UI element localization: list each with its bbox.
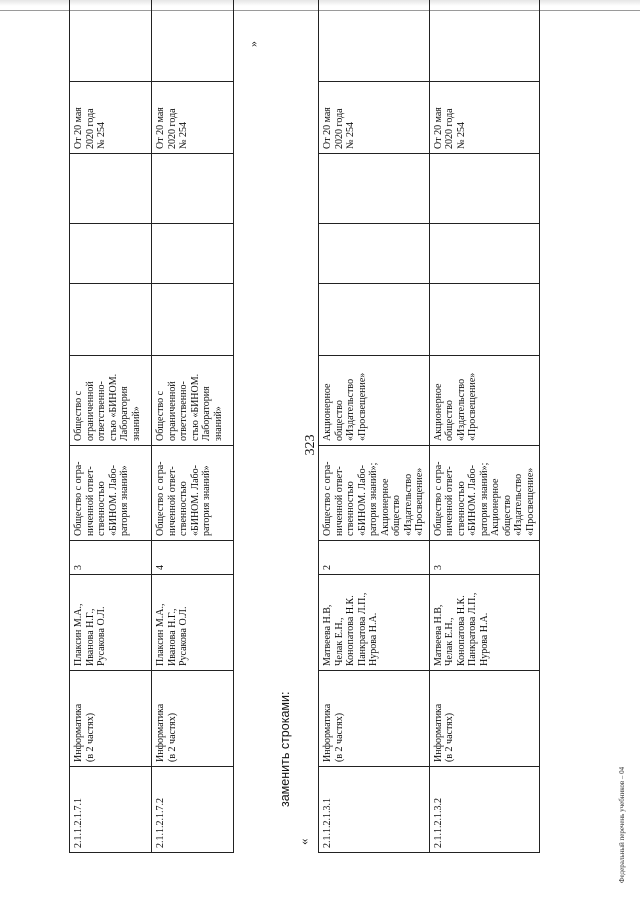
empty-cell [152, 284, 234, 356]
empty-cell [429, 154, 540, 224]
empty-cell [70, 154, 152, 224]
grade-cell: 3 [429, 541, 540, 575]
empty-cell [152, 154, 234, 224]
grade-cell: 3 [70, 541, 152, 575]
organization-cell: Акционерное общество «Издательство «Просвещение» [429, 356, 540, 446]
empty-cell [70, 224, 152, 284]
row-number-cell: 2.1.1.2.1.3.2 [429, 767, 540, 853]
table-row [429, 0, 540, 853]
empty-cell [429, 224, 540, 284]
page-number: 323 [303, 434, 318, 456]
order-date-cell: От 20 мая 2020 года № 254 [429, 82, 540, 154]
table-bottom [318, 0, 540, 853]
grade-cell: 2 [319, 541, 430, 575]
footer-text: Федеральный перечень учебников – 04 [618, 766, 626, 883]
empty-cell [429, 0, 540, 82]
publisher-cell: Общество с огра- ниченной ответ- ственностью «БИНОМ. Лабо- ратория знаний» [70, 446, 152, 541]
empty-cell [319, 154, 430, 224]
empty-cell [319, 0, 430, 82]
order-date-cell: От 20 мая 2020 года № 254 [70, 82, 152, 154]
publisher-cell: Общество с огра- ниченной ответ- ственностью «БИНОМ. Лабо- ратория знаний»; Акционерное общество «Издательство «Просвещение» [319, 446, 430, 541]
row-number-cell: 2.1.1.2.1.3.1 [319, 767, 430, 853]
subject-cell: Информатика (в 2 частях) [152, 671, 234, 767]
empty-cell [319, 284, 430, 356]
organization-cell: Общество с ограниченной ответственно- стью «БИНОМ. Лаборатория знаний» [152, 356, 234, 446]
table-row [152, 0, 234, 853]
row-number-cell: 2.1.1.2.1.7.1 [70, 767, 152, 853]
authors-cell: Плаксин М.А., Иванова Н.Г., Русакова О.Л. [152, 575, 234, 671]
subject-cell: Информатика (в 2 частях) [70, 671, 152, 767]
table-top [69, 0, 234, 853]
table-row [70, 0, 152, 853]
empty-cell [429, 284, 540, 356]
order-date-cell: От 20 мая 2020 года № 254 [152, 82, 234, 154]
subject-cell: Информатика (в 2 частях) [429, 671, 540, 767]
empty-cell [70, 284, 152, 356]
opening-quote: « [296, 838, 311, 845]
authors-cell: Матвеева Н.В, Челак Е.Н., Конопатова Н.К. Панкратова Л.П., Нурова Н.А. [429, 575, 540, 671]
replace-label: заменить строками: [278, 691, 292, 807]
empty-cell [70, 0, 152, 82]
empty-cell [152, 0, 234, 82]
subject-cell: Информатика (в 2 частях) [319, 671, 430, 767]
organization-cell: Общество с ограниченной ответственно- стью «БИНОМ. Лаборатория знаний» [70, 356, 152, 446]
empty-cell [152, 224, 234, 284]
closing-quote: » [246, 41, 260, 47]
table-row [319, 0, 430, 853]
publisher-cell: Общество с огра- ниченной ответ- ственностью «БИНОМ. Лабо- ратория знаний» [152, 446, 234, 541]
authors-cell: Плаксин М.А., Иванова Н.Г., Русакова О.Л. [70, 575, 152, 671]
empty-cell [319, 224, 430, 284]
grade-cell: 4 [152, 541, 234, 575]
row-number-cell: 2.1.1.2.1.7.2 [152, 767, 234, 853]
authors-cell: Матвеева Н.В, Челак Е.Н., Конопатова Н.К. Панкратова Л.П., Нурова Н.А. [319, 575, 430, 671]
organization-cell: Акционерное общество «Издательство «Просвещение» [319, 356, 430, 446]
publisher-cell: Общество с огра- ниченной ответ- ственностью «БИНОМ. Лабо- ратория знаний»; Акционерное общество «Издательство «Просвещение» [429, 446, 540, 541]
order-date-cell: От 20 мая 2020 года № 254 [319, 82, 430, 154]
